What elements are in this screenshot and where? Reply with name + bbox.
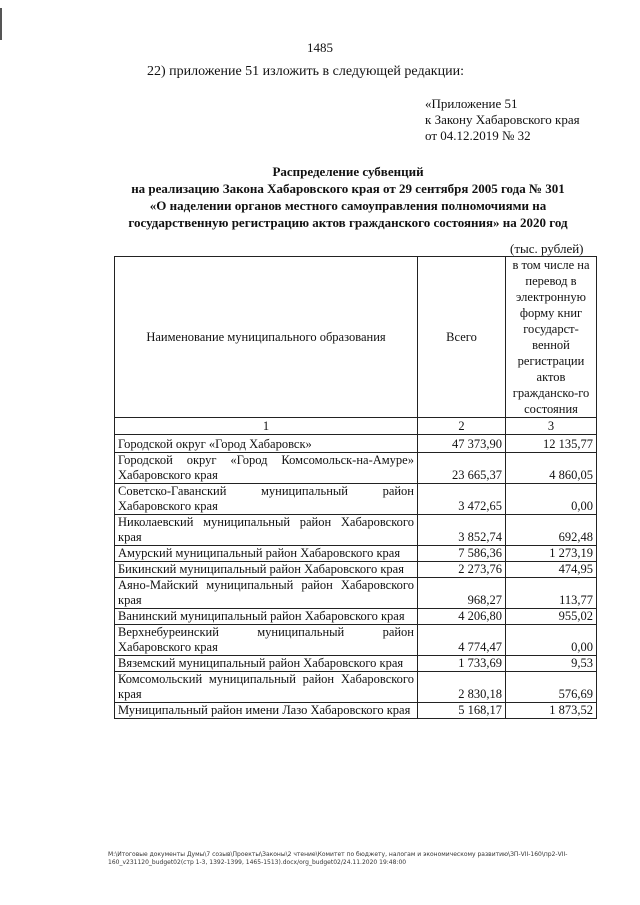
row-total: 7 586,36 <box>418 546 506 562</box>
row-total: 968,27 <box>418 578 506 609</box>
file-path-footer: M:\Итоговые документы Думы\7 созыв\Проекты\Законы\2 чтение\Комитет по бюджету, налогам и экономическому развитию\ЗП-VII-160\пр2-VII-160_v231120_budget02(стр 1-3, 1392-1399, 1465-1513).docx/org_budget02/24.11.2020 19:48:00 <box>108 851 568 866</box>
table-row <box>115 484 597 515</box>
subvention-table <box>114 256 597 719</box>
row-included: 474,95 <box>506 562 597 578</box>
page-edge-mark <box>0 8 2 40</box>
row-total: 2 830,18 <box>418 672 506 703</box>
row-included: 692,48 <box>506 515 597 546</box>
table-row <box>115 578 597 609</box>
row-name: Ванинский муниципальный район Хабаровского края <box>115 609 418 625</box>
table-row <box>115 435 597 453</box>
page-number: 1485 <box>307 40 333 55</box>
title-line-4: государственную регистрацию актов гражданского состояния» на 2020 год <box>128 215 568 230</box>
row-name: Бикинский муниципальный район Хабаровского края <box>115 562 418 578</box>
row-included: 1 273,19 <box>506 546 597 562</box>
row-included: 113,77 <box>506 578 597 609</box>
appendix-line-1: «Приложение 51 <box>425 96 518 111</box>
table-row <box>115 515 597 546</box>
appendix-line-3: от 04.12.2019 № 32 <box>425 128 531 143</box>
row-name: Городской округ «Город Хабаровск» <box>115 435 418 453</box>
row-included: 1 873,52 <box>506 703 597 719</box>
row-included: 12 135,77 <box>506 435 597 453</box>
title-line-3: «О наделении органов местного самоуправления полномочиями на <box>149 198 547 213</box>
row-name: Вяземский муниципальный район Хабаровского края <box>115 656 418 672</box>
row-name: Комсомольский муниципальный район Хабаровского края <box>115 672 418 703</box>
row-included: 4 860,05 <box>506 453 597 484</box>
document-title <box>100 163 596 231</box>
row-total: 1 733,69 <box>418 656 506 672</box>
row-included: 576,69 <box>506 672 597 703</box>
row-included: 0,00 <box>506 625 597 656</box>
table-row <box>115 703 597 719</box>
header-total: Всего <box>418 257 506 418</box>
row-name: Верхнебуреинский муниципальный район Хабаровского края <box>115 625 418 656</box>
row-name: Муниципальный район имени Лазо Хабаровского края <box>115 703 418 719</box>
row-total: 3 852,74 <box>418 515 506 546</box>
row-name: Николаевский муниципальный район Хабаровского края <box>115 515 418 546</box>
table-row <box>115 672 597 703</box>
table-row <box>115 656 597 672</box>
row-included: 9,53 <box>506 656 597 672</box>
intro-text: 22) приложение 51 изложить в следующей редакции: <box>147 64 464 79</box>
table-row <box>115 546 597 562</box>
row-name: Амурский муниципальный район Хабаровского края <box>115 546 418 562</box>
table-row <box>115 625 597 656</box>
header-name: Наименование муниципального образования <box>115 257 418 418</box>
row-total: 4 206,80 <box>418 609 506 625</box>
table-row <box>115 453 597 484</box>
col-number-3: 3 <box>506 418 597 435</box>
row-total: 47 373,90 <box>418 435 506 453</box>
appendix-line-2: к Закону Хабаровского края <box>425 112 580 127</box>
row-name: Городской округ «Город Комсомольск-на-Амуре» Хабаровского края <box>115 453 418 484</box>
row-total: 3 472,65 <box>418 484 506 515</box>
row-included: 0,00 <box>506 484 597 515</box>
row-included: 955,02 <box>506 609 597 625</box>
table-row <box>115 609 597 625</box>
row-total: 4 774,47 <box>418 625 506 656</box>
title-line-2: на реализацию Закона Хабаровского края от 29 сентября 2005 года № 301 <box>131 181 565 196</box>
col-number-1: 1 <box>115 418 418 435</box>
row-total: 5 168,17 <box>418 703 506 719</box>
col-number-2: 2 <box>418 418 506 435</box>
table-row <box>115 562 597 578</box>
appendix-reference <box>425 96 580 144</box>
header-included: в том числе на перевод в электронную форму книг государст-венной регистрации актов гражданско-го состояния <box>506 257 597 418</box>
row-total: 2 273,76 <box>418 562 506 578</box>
title-line-1: Распределение субвенций <box>272 164 424 179</box>
units-label: (тыс. рублей) <box>510 241 584 256</box>
row-total: 23 665,37 <box>418 453 506 484</box>
row-name: Советско-Гаванский муниципальный район Хабаровского края <box>115 484 418 515</box>
row-name: Аяно-Майский муниципальный район Хабаровского края <box>115 578 418 609</box>
